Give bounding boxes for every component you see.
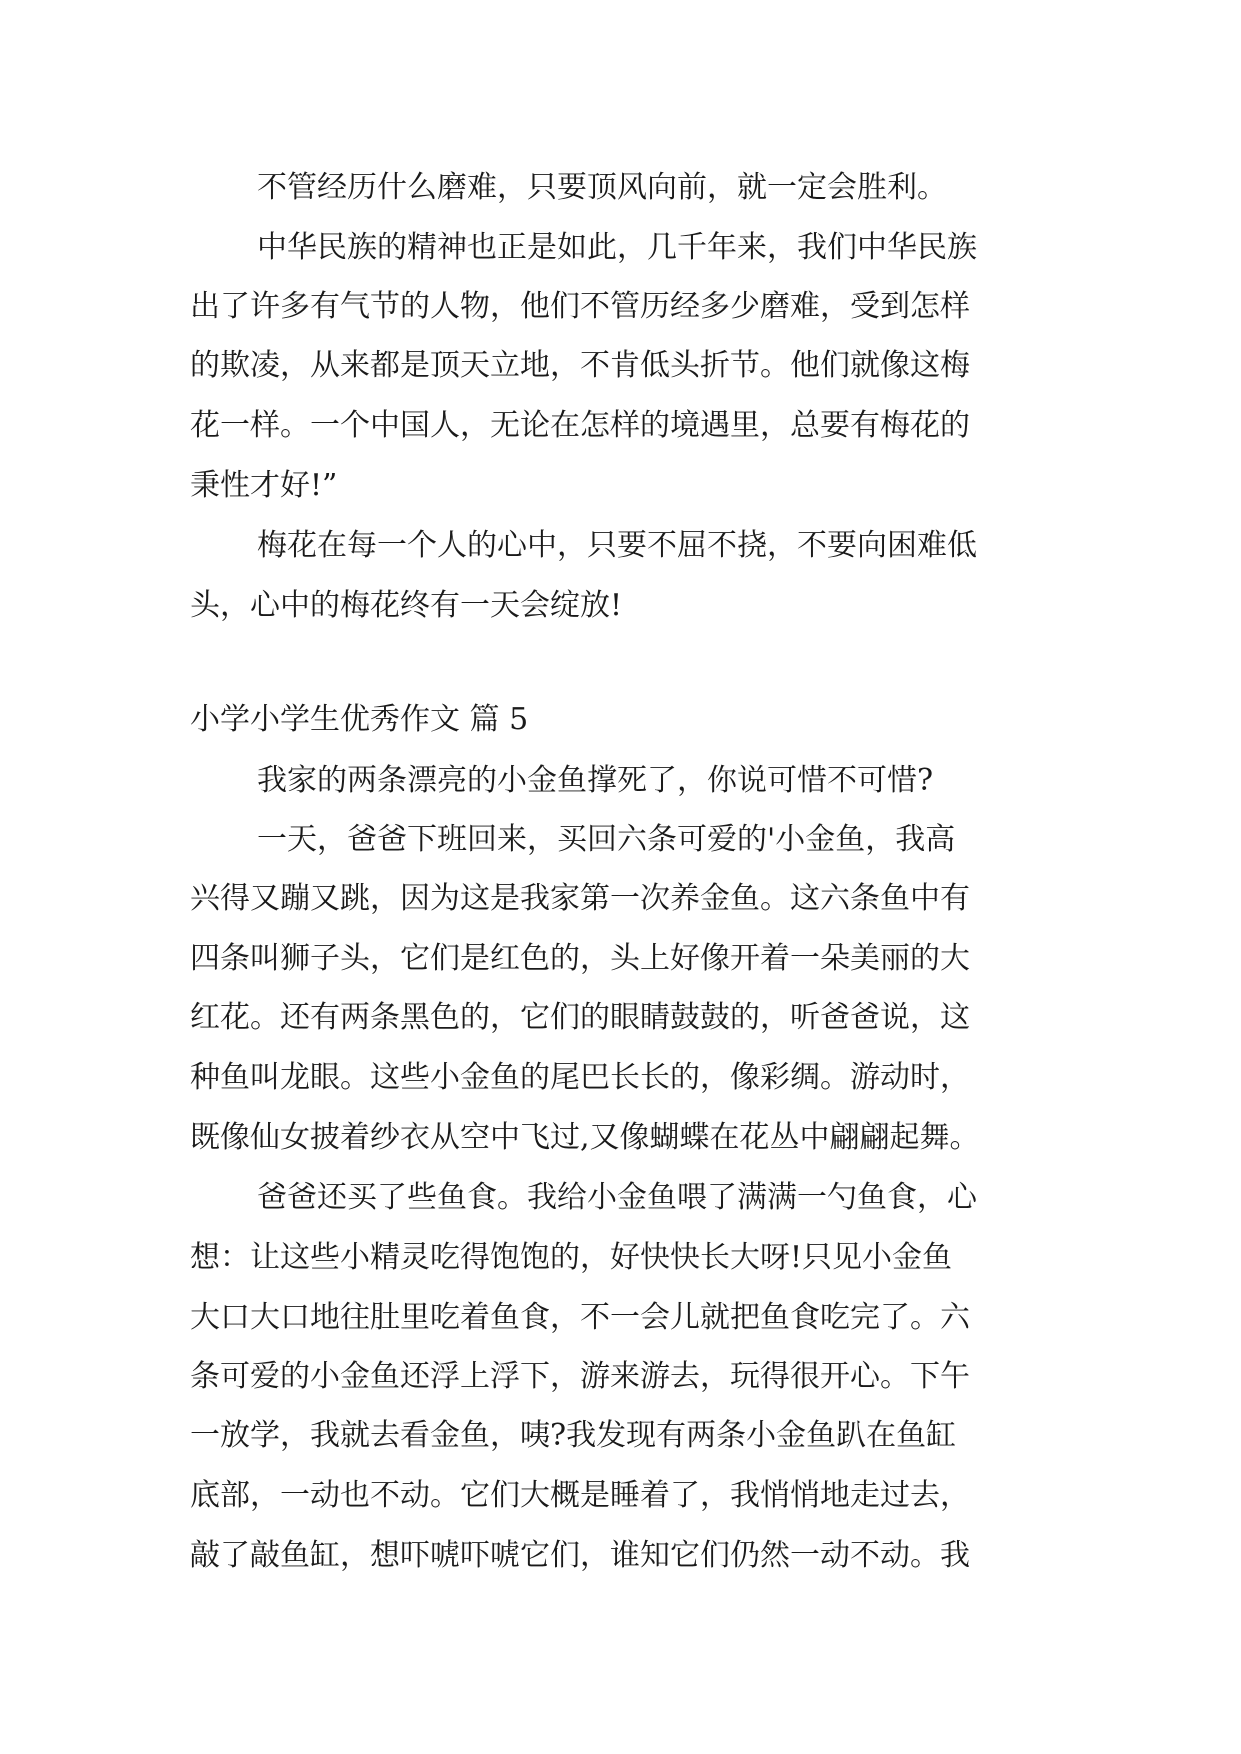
line-text: 头，心中的梅花终有一天会绽放!	[190, 588, 623, 623]
line-text: 中华民族的精神也正是如此，几千年来，我们中华民族	[257, 230, 977, 265]
paragraph-line	[0, 1526, 1241, 1586]
paragraph-line	[0, 810, 1241, 870]
paragraph-line	[0, 869, 1241, 929]
paragraph-line	[0, 1406, 1241, 1466]
line-text: 爸爸还买了些鱼食。我给小金鱼喂了满满一勺鱼食，心	[257, 1180, 977, 1215]
line-text: 一放学，我就去看金鱼，咦?我发现有两条小金鱼趴在鱼缸	[190, 1418, 957, 1453]
line-text: 出了许多有气节的人物，他们不管历经多少磨难，受到怎样	[190, 289, 970, 324]
paragraph-line	[0, 218, 1241, 278]
paragraph-line	[0, 1048, 1241, 1108]
paragraph-line	[0, 576, 1241, 636]
paragraph-line	[0, 516, 1241, 576]
line-text: 种鱼叫龙眼。这些小金鱼的尾巴长长的，像彩绸。游动时，	[190, 1060, 970, 1095]
paragraph-line	[0, 1168, 1241, 1228]
heading-text: 小学小学生优秀作文 篇 5	[190, 702, 529, 737]
paragraph-line	[0, 1347, 1241, 1407]
paragraph-line	[0, 336, 1241, 396]
line-text: 不管经历什么磨难，只要顶风向前，就一定会胜利。	[257, 170, 947, 205]
section-heading	[0, 690, 1241, 750]
line-text: 既像仙女披着纱衣从空中飞过,又像蝴蝶在花丛中翩翩起舞。	[190, 1120, 980, 1155]
line-text: 花一样。一个中国人，无论在怎样的境遇里，总要有梅花的	[190, 408, 970, 443]
paragraph-line	[0, 1228, 1241, 1288]
paragraph-line	[0, 929, 1241, 989]
line-text: 底部，一动也不动。它们大概是睡着了，我悄悄地走过去，	[190, 1478, 970, 1513]
paragraph-line	[0, 751, 1241, 811]
paragraph-line	[0, 1288, 1241, 1348]
line-text: 梅花在每一个人的心中，只要不屈不挠，不要向困难低	[257, 528, 977, 563]
line-text: 一天，爸爸下班回来，买回六条可爱的'小金鱼，我高	[257, 822, 956, 857]
line-text: 大口大口地往肚里吃着鱼食，不一会儿就把鱼食吃完了。六	[190, 1300, 970, 1335]
paragraph-line	[0, 1466, 1241, 1526]
line-text: 红花。还有两条黑色的，它们的眼睛鼓鼓的，听爸爸说，这	[190, 1000, 970, 1035]
paragraph-line	[0, 988, 1241, 1048]
line-text: 秉性才好!”	[190, 468, 338, 503]
line-text: 兴得又蹦又跳，因为这是我家第一次养金鱼。这六条鱼中有	[190, 881, 970, 916]
line-text: 敲了敲鱼缸，想吓唬吓唬它们，谁知它们仍然一动不动。我	[190, 1538, 970, 1573]
paragraph-line	[0, 456, 1241, 516]
line-text: 条可爱的小金鱼还浮上浮下，游来游去，玩得很开心。下午	[190, 1359, 970, 1394]
line-text: 的欺凌，从来都是顶天立地，不肯低头折节。他们就像这梅	[190, 348, 970, 383]
paragraph-line	[0, 396, 1241, 456]
paragraph-line	[0, 158, 1241, 218]
paragraph-line	[0, 1108, 1241, 1168]
line-text: 想：让这些小精灵吃得饱饱的，好快快长大呀!只见小金鱼	[190, 1240, 953, 1275]
line-text: 我家的两条漂亮的小金鱼撑死了，你说可惜不可惜?	[257, 763, 934, 798]
paragraph-line	[0, 277, 1241, 337]
line-text: 四条叫狮子头，它们是红色的，头上好像开着一朵美丽的大	[190, 941, 970, 976]
